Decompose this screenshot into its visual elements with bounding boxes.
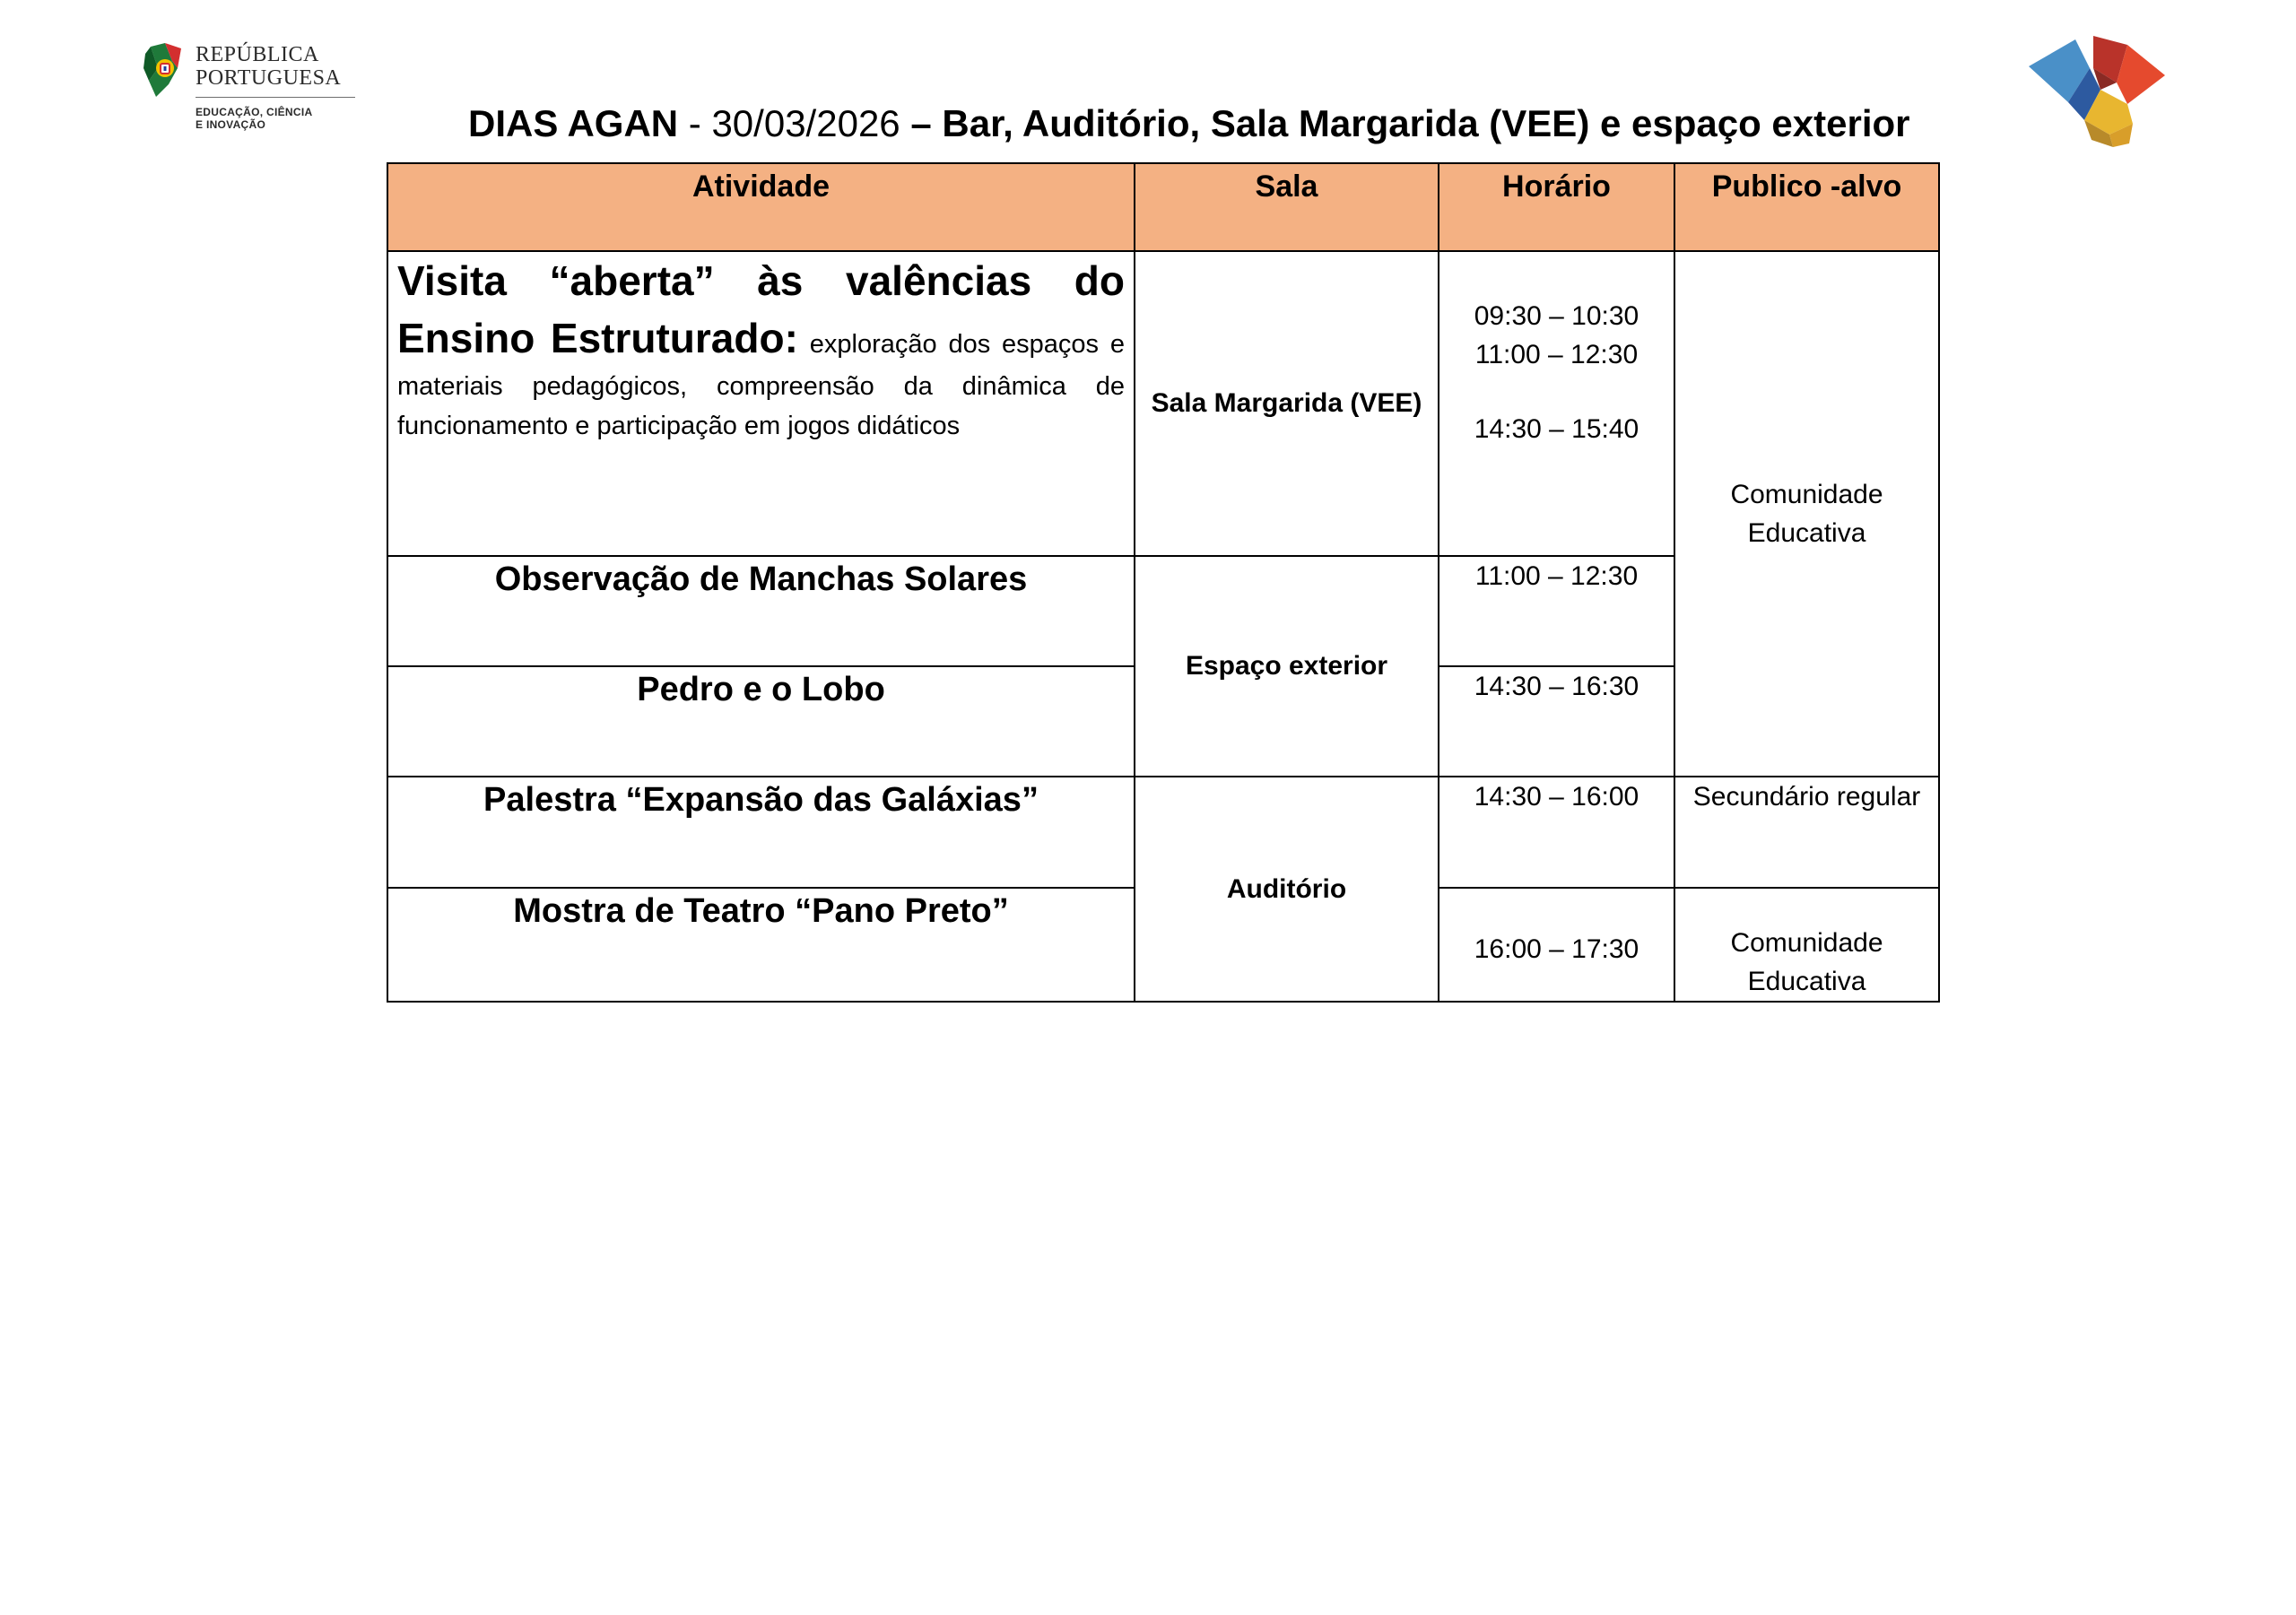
ministry-text: EDUCAÇÃO, CIÊNCIA E INOVAÇÃO	[196, 106, 313, 131]
audience-text: Comunidade Educativa	[1730, 928, 1883, 996]
time-cell: 11:00 – 12:30	[1439, 556, 1674, 666]
event-date: 30/03/2026	[711, 102, 900, 144]
republica-portuguesa-logo	[142, 41, 357, 140]
audience-cell: Secundário regular	[1674, 777, 1939, 888]
header-room: Sala	[1135, 163, 1439, 251]
activity-title: Mostra de Teatro “Pano Preto”	[387, 888, 1135, 1002]
activity-title: Pedro e o Lobo	[387, 666, 1135, 777]
room-cell: Sala Margarida (VEE)	[1135, 251, 1439, 556]
event-name: DIAS AGAN	[468, 102, 679, 144]
time-cell: 14:30 – 16:30	[1439, 666, 1674, 777]
title-separator: –	[900, 102, 943, 144]
audience-text: Comunidade Educativa	[1730, 480, 1883, 548]
audience-cell	[1674, 888, 1939, 1002]
portuguese-emblem-icon	[142, 41, 187, 100]
activity-title: Visita “aberta” às valências do Ensino Estruturado:	[397, 257, 1125, 361]
time-slot: 14:30 – 15:40	[1474, 414, 1639, 444]
activity-title: Observação de Manchas Solares	[387, 556, 1135, 666]
time-cell	[1439, 251, 1674, 556]
time-slot: 11:00 – 12:30	[1474, 340, 1639, 369]
header-time: Horário	[1439, 163, 1674, 251]
activity-description: exploração dos espaços e materiais pedagógicos, compreensão da dinâmica de funcionamento e participação em jogos didáticos	[397, 330, 1126, 440]
room-cell: Espaço exterior	[1135, 556, 1439, 777]
schedule-table	[387, 162, 1940, 1003]
time-cell: 14:30 – 16:00	[1439, 777, 1674, 888]
time-cell: 16:00 – 17:30	[1439, 888, 1674, 1002]
header-audience: Publico -alvo	[1674, 163, 1939, 251]
page-title	[468, 97, 1921, 151]
table-row	[387, 251, 1939, 556]
time-slot: 09:30 – 10:30	[1474, 301, 1639, 331]
activity-title: Palestra “Expansão das Galáxias”	[387, 777, 1135, 888]
audience-cell	[1674, 251, 1939, 777]
header-activity: Atividade	[387, 163, 1135, 251]
event-venues: Bar, Auditório, Sala Margarida (VEE) e espaço exterior	[942, 102, 1910, 144]
table-header-row	[387, 163, 1939, 251]
logo-divider	[196, 97, 355, 98]
cube-logo-icon	[2029, 32, 2170, 147]
republica-portuguesa-text: REPÚBLICA PORTUGUESA	[196, 43, 342, 90]
table-row	[387, 777, 1939, 888]
room-cell: Auditório	[1135, 777, 1439, 1002]
title-separator: -	[678, 102, 712, 144]
activity-cell	[387, 251, 1135, 556]
